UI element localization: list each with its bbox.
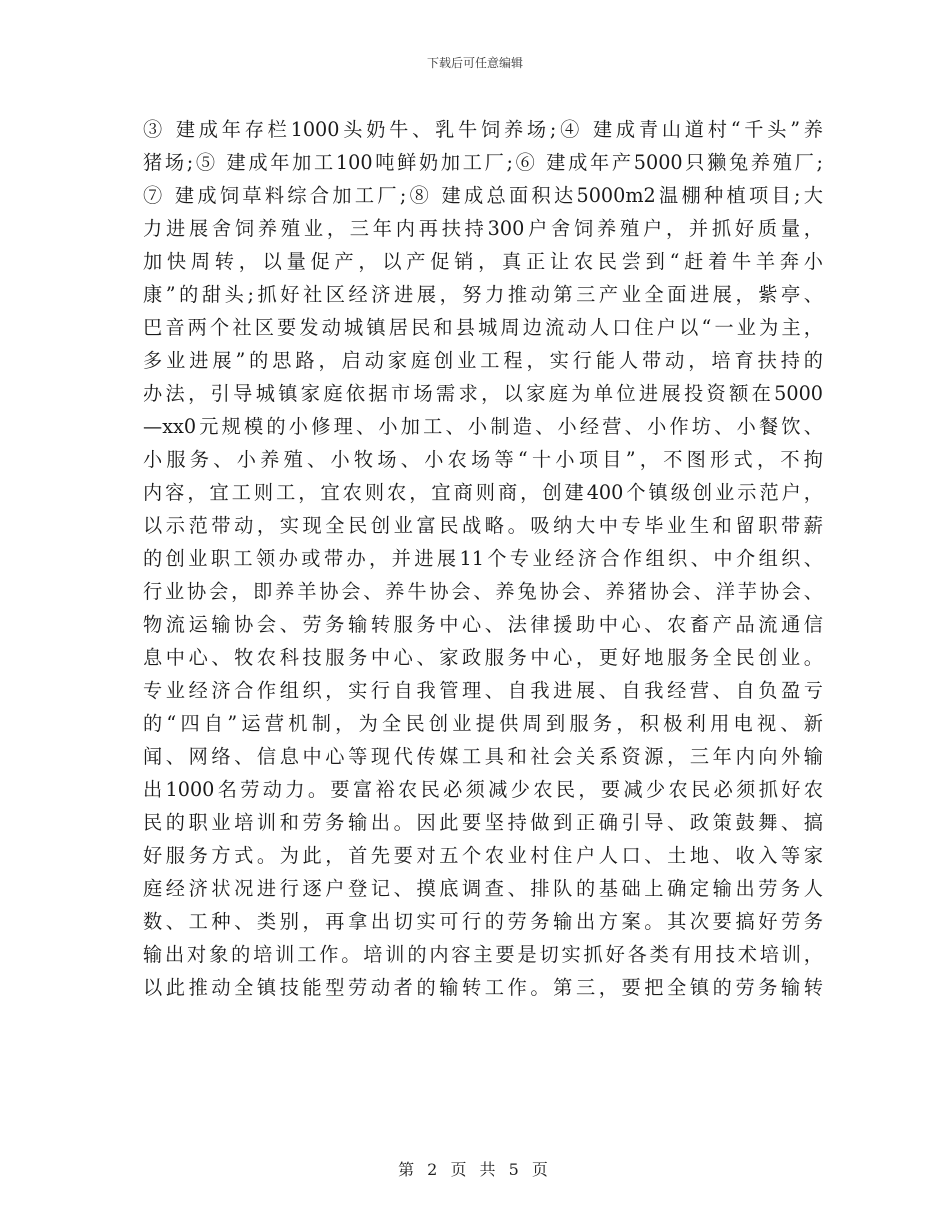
text-line: ⑦ 建成饲草料综合加工厂;⑧ 建成总面积达5000m2温棚种植项目;大 [143, 184, 823, 207]
page-header: 下载后可任意编辑 [426, 56, 523, 70]
text-line: 小服务、小养殖、小牧场、小农场等“十小项目”，不图形式，不拘 [143, 448, 823, 471]
text-line: 的创业职工领办或带办，并进展11个专业经济合作组织、中介组织、 [143, 547, 823, 570]
text-line: 加快周转，以量促产，以产促销，真正让农民尝到“赶着牛羊奔小 [143, 250, 823, 273]
text-line: —xx0元规模的小修理、小加工、小制造、小经营、小作坊、小餐饮、 [143, 415, 823, 438]
text-line: 专业经济合作组织，实行自我管理、自我进展、自我经营、自负盈亏 [143, 679, 823, 702]
text-line: 行业协会，即养羊协会、养牛协会、养兔协会、养猪协会、洋芋协会、 [143, 580, 823, 603]
text-line: 出1000名劳动力。要富裕农民必须减少农民，要减少农民必须抓好农 [143, 778, 823, 801]
page-number-footer: 第 2 页 共 5 页 [398, 1160, 552, 1179]
text-line: 办法，引导城镇家庭依据市场需求，以家庭为单位进展投资额在5000 [143, 382, 823, 405]
text-line: 多业进展”的思路，启动家庭创业工程，实行能人带动，培育扶持的 [143, 349, 823, 372]
text-line: 猪场;⑤ 建成年加工100吨鲜奶加工厂;⑥ 建成年产5000只獭兔养殖厂; [143, 151, 823, 174]
text-line: 内容，宜工则工，宜农则农，宜商则商，创建400个镇级创业示范户， [143, 481, 823, 504]
text-line: ③ 建成年存栏1000头奶牛、乳牛饲养场;④ 建成青山道村“千头”养 [143, 118, 823, 141]
text-line: 力进展舍饲养殖业，三年内再扶持300户舍饲养殖户，并抓好质量， [143, 217, 823, 240]
text-line: 的“四自”运营机制，为全民创业提供周到服务，积极利用电视、新 [143, 712, 823, 735]
text-line: 数、工种、类别，再拿出切实可行的劳务输出方案。其次要搞好劳务 [143, 910, 823, 933]
text-line: 康”的甜头;抓好社区经济进展，努力推动第三产业全面进展，紫亭、 [143, 283, 823, 306]
text-line: 息中心、牧农科技服务中心、家政服务中心，更好地服务全民创业。 [143, 646, 823, 669]
text-line: 好服务方式。为此，首先要对五个农业村住户人口、土地、收入等家 [143, 844, 823, 867]
text-line: 巴音两个社区要发动城镇居民和县城周边流动人口住户以“一业为主， [143, 316, 823, 339]
text-line: 输出对象的培训工作。培训的内容主要是切实抓好各类有用技术培训， [143, 943, 823, 966]
text-line: 物流运输协会、劳务输转服务中心、法律援助中心、农畜产品流通信 [143, 613, 823, 636]
text-line: 闻、网络、信息中心等现代传媒工具和社会关系资源，三年内向外输 [143, 745, 823, 768]
text-line: 以此推动全镇技能型劳动者的输转工作。第三，要把全镇的劳务输转 [143, 976, 823, 999]
text-line: 民的职业培训和劳务输出。因此要坚持做到正确引导、政策鼓舞、搞 [143, 811, 823, 834]
text-line: 庭经济状况进行逐户登记、摸底调查、排队的基础上确定输出劳务人 [143, 877, 823, 900]
body-text [143, 113, 823, 1004]
text-line: 以示范带动，实现全民创业富民战略。吸纳大中专毕业生和留职带薪 [143, 514, 823, 537]
